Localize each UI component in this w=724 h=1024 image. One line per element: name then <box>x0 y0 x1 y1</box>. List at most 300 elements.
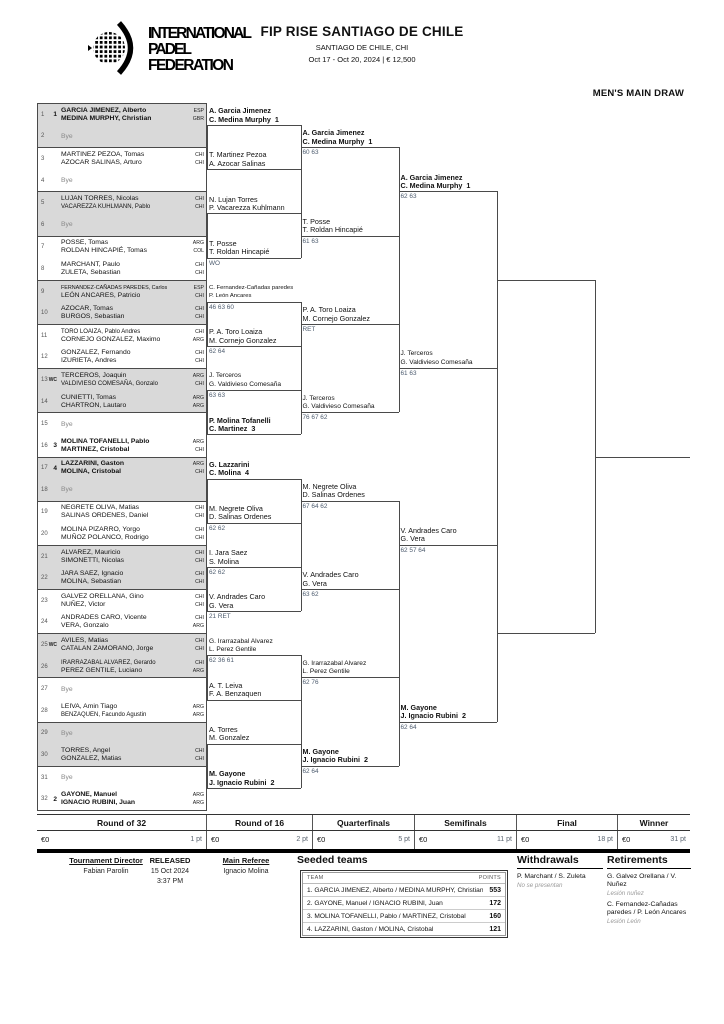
r32-team-names <box>59 774 185 781</box>
player-name: GAYONE, Manuel <box>61 791 118 799</box>
main-referee-name: Ignacio Molina <box>223 868 269 875</box>
seeded-team-name: 3. MOLINA TOFANELLI, Pablo / MARTINEZ, Cristobal <box>307 912 466 920</box>
player-country: CHI <box>195 151 204 158</box>
round-col-values <box>415 831 517 849</box>
round-of-16-match-line <box>207 788 301 789</box>
player-name: IRARRAZABAL ALVAREZ, Gerardo <box>61 659 156 666</box>
player-name: AZOCAR, Tomas <box>61 305 113 313</box>
player-country: CHI <box>195 505 204 512</box>
row-number: 24 <box>41 619 48 626</box>
semifinal-match-line <box>399 191 498 192</box>
r32-team-countries <box>185 703 206 719</box>
player-country: ARG <box>192 711 204 718</box>
player-name: TORO LOAIZA, Pablo Andres <box>61 328 141 335</box>
r32-team-countries <box>185 372 206 388</box>
player-country: CHI <box>195 469 204 476</box>
r32-team-names <box>59 177 185 184</box>
seeded-team-row <box>303 884 505 897</box>
r32-row-number-cell <box>38 133 59 139</box>
quarterfinal-match-line <box>301 147 399 148</box>
seeded-team-points: 172 <box>489 899 501 907</box>
r32-row-30 <box>38 744 206 766</box>
player-country: CHI <box>195 646 204 653</box>
quarterfinal-score: RET <box>302 325 316 333</box>
round-of-16-match-line <box>207 434 301 435</box>
final-match-line <box>497 633 595 634</box>
player-name: GONZALEZ, Matias <box>61 755 122 763</box>
row-number: 30 <box>41 752 48 759</box>
player-name: CATALAN ZAMORANO, Jorge <box>61 645 154 653</box>
player-country: CHI <box>195 350 204 357</box>
player-name: ANDRADES CARO, Vicente <box>61 614 147 622</box>
advancing-team-name: T. Posse <box>209 238 237 248</box>
r32-team-names <box>59 421 185 428</box>
quarterfinal-score: 67 64 62 <box>302 502 328 510</box>
final-connector <box>595 280 596 634</box>
retirement-team: C. Fernandez-Cañadas paredes / P. León Ancares <box>607 901 687 916</box>
player-name: JARA SAEZ, Ignacio <box>61 570 124 578</box>
bye-label: Bye <box>61 420 73 428</box>
player-country: CHI <box>195 196 204 203</box>
r32-team-countries <box>185 438 206 454</box>
round-col-header <box>618 815 690 830</box>
player-country: CHI <box>195 527 204 534</box>
r32-pair-block <box>37 501 207 546</box>
row-number: 9 <box>41 288 45 295</box>
main-referee-block <box>206 856 286 875</box>
r32-row-14 <box>38 391 206 413</box>
round-of-16-match-line <box>207 390 301 391</box>
player-name: IZURIETA, Andres <box>61 357 117 365</box>
r32-row-13 <box>38 369 206 391</box>
round-of-16-team <box>209 372 298 389</box>
r32-team-names <box>59 614 185 630</box>
round-col-header <box>415 815 517 830</box>
round-col-values <box>313 831 415 849</box>
row-number: 20 <box>41 531 48 538</box>
advancing-team-name: J. Ignacio Rubini 2 <box>302 755 369 765</box>
seeded-team-name: 2. GAYONE, Manuel / IGNACIO RUBINI, Juan <box>307 899 443 907</box>
advancing-team-name: S. Molina <box>209 556 239 566</box>
player-country: ARG <box>192 402 204 409</box>
semifinal-team <box>401 704 495 721</box>
advancing-team-name: V. Andrades Caro <box>400 526 457 536</box>
player-country: ARG <box>192 461 204 468</box>
round-prize: €0 <box>521 835 530 844</box>
r32-team-names <box>59 730 185 737</box>
advancing-team-name: M. Gayone <box>209 769 246 779</box>
sf-connector <box>399 545 400 722</box>
qf-connector <box>301 677 302 765</box>
r32-team-names <box>59 107 185 123</box>
final-connector <box>497 280 498 634</box>
advancing-team-name: V. Andrades Caro <box>209 592 266 602</box>
row-number: 3 <box>41 155 45 162</box>
r32-row-number-cell <box>38 487 59 493</box>
player-name: MOLINA TOFANELLI, Pablo <box>61 437 150 445</box>
seeded-teams-title: Seeded teams <box>297 854 368 866</box>
r32-row-number-cell <box>38 796 59 803</box>
advancing-team-name: A. Garcia Jimenez <box>400 172 463 182</box>
semifinal-score: 62 57 64 <box>400 546 426 554</box>
round-of-16-team <box>209 284 298 301</box>
round-points: 18 pt <box>597 836 613 843</box>
round-points: 2 pt <box>296 836 308 843</box>
player-name: CUNIETTI, Tomas <box>61 393 117 401</box>
logo-text-line1: INTERNATIONAL <box>148 25 252 42</box>
r32-row-29 <box>38 723 206 745</box>
player-country: ARG <box>192 792 204 799</box>
r32-team-names <box>59 570 185 586</box>
seed-number: 2 <box>270 777 275 787</box>
round-label: Winner <box>639 818 669 828</box>
round-col-header <box>207 815 313 830</box>
round-of-16-team <box>209 417 298 434</box>
r32-row-number-cell <box>38 377 59 383</box>
round-label: Quarterfinals <box>337 818 390 828</box>
advancing-team-name: T. Martinez Pezoa <box>209 150 267 160</box>
player-name: VALDIVIESO COMESAÑA, Gonzalo <box>61 380 158 387</box>
advancing-team-name: D. Salinas Ordenes <box>302 490 365 500</box>
round-of-16-match-line <box>207 744 301 745</box>
withdrawal-team: P. Marchant / S. Zuleta <box>517 873 586 880</box>
seeded-team-points: 121 <box>489 925 501 933</box>
player-country: ARG <box>192 240 204 247</box>
r32-row-number-cell <box>38 354 59 360</box>
player-country: CHI <box>195 748 204 755</box>
round-of-16-match-line <box>207 700 301 701</box>
advancing-team-name: G. Valdivieso Comesaña <box>302 402 375 410</box>
r16-connector <box>207 125 208 169</box>
r32-team-names <box>59 284 185 300</box>
row-number: 25 <box>41 642 48 649</box>
advancing-team-name: P. León Ancares <box>209 293 252 300</box>
r32-row-26 <box>38 656 206 678</box>
round-of-16-team <box>209 461 298 478</box>
qf-connector <box>301 147 302 235</box>
advancing-team-name: A. Garcia Jimenez <box>209 106 271 116</box>
r32-row-number-cell <box>38 642 59 648</box>
advancing-team-name: M. Cornejo Gonzalez <box>302 313 371 323</box>
quarterfinal-score: 62 64 <box>302 767 319 775</box>
r32-team-names <box>59 195 185 211</box>
semifinal-score: 62 63 <box>400 193 417 201</box>
r32-team-names <box>59 791 185 807</box>
advancing-team-name: J. Terceros <box>209 372 242 380</box>
player-name: MARTINEZ, Cristobal <box>61 445 130 453</box>
round-of-16-match-line <box>207 169 301 170</box>
quarterfinal-team <box>303 483 396 500</box>
player-name: FERNANDEZ-CAÑADAS PAREDES, Carlos <box>61 284 168 291</box>
seed-number: 3 <box>251 424 256 434</box>
player-name: VERA, Gonzalo <box>61 622 109 630</box>
row-number: 27 <box>41 686 48 693</box>
row-number: 19 <box>41 509 48 516</box>
advancing-team-name: C. Medina Murphy 1 <box>302 136 373 146</box>
r32-team-countries <box>185 107 206 123</box>
row-number: 28 <box>41 707 48 714</box>
row-number: 8 <box>41 265 45 272</box>
round-of-16-team <box>209 328 298 345</box>
qf-connector <box>301 501 302 589</box>
r32-team-countries <box>185 593 206 609</box>
player-country: CHI <box>195 535 204 542</box>
r32-row-number-cell <box>38 333 59 339</box>
rounds-points-bar <box>37 814 690 849</box>
round-col-values <box>37 831 207 849</box>
logo-dot-ball <box>93 32 125 64</box>
r32-row-7 <box>38 237 206 259</box>
quarterfinal-team <box>303 218 396 235</box>
r32-team-countries <box>185 349 206 365</box>
r32-team-names <box>59 394 185 410</box>
r32-team-names <box>59 460 185 476</box>
player-name: PEREZ GENTILE, Luciano <box>61 666 143 674</box>
r32-row-number-cell <box>38 244 59 250</box>
r32-row-number-cell <box>38 156 59 162</box>
tournament-location: SANTIAGO DE CHILE, CHI <box>315 43 409 52</box>
r32-team-names <box>59 686 185 693</box>
player-name: MOLINA PIZARRO, Yorgo <box>61 526 140 534</box>
sf-connector <box>399 191 400 368</box>
advancing-team-name: G. Valdivieso Comesaña <box>400 358 473 366</box>
r32-team-countries <box>185 614 206 630</box>
player-country: CHI <box>195 593 204 600</box>
round-label: Semifinals <box>444 818 487 828</box>
player-country: CHI <box>195 549 204 556</box>
round-of-16-match-line <box>207 346 301 347</box>
player-country: CHI <box>195 615 204 622</box>
round-of-16-score: 62 62 <box>209 568 225 576</box>
player-country: CHI <box>195 292 204 299</box>
r32-row-number-cell <box>38 752 59 758</box>
row-number: 1 <box>41 111 45 118</box>
r32-row-3 <box>38 148 206 170</box>
retirements-title: Retirements <box>607 854 691 869</box>
round-of-16-match-line <box>207 479 301 480</box>
r32-team-countries <box>185 526 206 542</box>
draw-label: MEN'S MAIN DRAW <box>592 88 684 99</box>
seed-number: 1 <box>274 114 279 124</box>
advancing-team-name: J. Ignacio Rubini 2 <box>400 711 467 721</box>
player-country: CHI <box>195 513 204 520</box>
quarterfinal-team <box>303 660 396 677</box>
r32-row-12 <box>38 347 206 369</box>
seed-number: 2 <box>53 795 57 803</box>
bye-label: Bye <box>61 685 73 693</box>
advancing-team-name: A. Azocar Salinas <box>209 158 266 168</box>
player-name: CHARTRON, Lautaro <box>61 401 127 409</box>
quarterfinal-score: 61 63 <box>302 237 319 245</box>
row-number: 14 <box>41 398 48 405</box>
player-country: CHI <box>195 659 204 666</box>
player-country: CHI <box>195 571 204 578</box>
quarterfinal-score: 60 63 <box>302 149 319 157</box>
seeded-team-row <box>303 910 505 923</box>
round-of-16-team <box>209 682 298 699</box>
player-country: CHI <box>195 314 204 321</box>
player-name: CORNEJO GONZALEZ, Maximo <box>61 335 161 343</box>
r32-team-names <box>59 703 185 719</box>
wildcard-tag: WC <box>48 642 58 649</box>
seed-number: 1 <box>368 136 373 146</box>
seeded-team-row <box>303 923 505 935</box>
row-number: 26 <box>41 663 48 670</box>
withdrawals-title: Withdrawals <box>517 854 603 869</box>
quarterfinal-team <box>303 571 396 588</box>
r16-connector <box>207 390 208 434</box>
r32-row-10 <box>38 302 206 324</box>
advancing-team-name: L. Perez Gentile <box>209 645 257 653</box>
r32-row-25 <box>38 634 206 656</box>
quarterfinal-team <box>303 129 396 146</box>
round-col-values <box>207 831 313 849</box>
retirement-note: Lesión León <box>607 918 641 925</box>
player-name: LEÓN ANCARES, Patricio <box>61 291 141 299</box>
quarterfinal-score: 63 62 <box>302 591 319 599</box>
round-of-16-team <box>209 549 298 566</box>
r32-team-countries <box>185 151 206 167</box>
player-name: GALVEZ ORELLANA, Gino <box>61 592 144 600</box>
r32-row-31 <box>38 767 206 789</box>
seeded-teams-header <box>303 873 505 884</box>
player-country: CHI <box>195 579 204 586</box>
released-label: RELEASED <box>149 856 191 865</box>
player-country: ESP <box>193 284 204 291</box>
header-title-block <box>222 24 502 64</box>
r32-pair-block <box>37 633 207 678</box>
advancing-team-name: T. Posse <box>302 216 331 226</box>
r32-pair-block <box>37 457 207 502</box>
advancing-team-name: P. A. Toro Loaiza <box>209 327 263 337</box>
r32-team-names <box>59 239 185 255</box>
r32-pair-block <box>37 722 207 767</box>
round-col-values <box>517 831 618 849</box>
round-of-16-match-line <box>207 213 301 214</box>
row-number: 10 <box>41 310 48 317</box>
r32-team-names <box>59 637 185 653</box>
quarterfinal-score: 62 76 <box>302 679 319 687</box>
r32-pair-block <box>37 324 207 369</box>
row-number: 32 <box>41 796 48 803</box>
advancing-team-name: P. Molina Tofanelli <box>209 415 271 425</box>
advancing-team-name: M. Negrete Oliva <box>209 503 263 513</box>
r32-row-number-cell <box>38 442 59 449</box>
round-of-16-match-line <box>207 567 301 568</box>
quarterfinal-match-line <box>301 766 399 767</box>
row-number: 4 <box>41 177 45 184</box>
r32-team-countries <box>185 659 206 675</box>
player-name: POSSE, Tomas <box>61 239 109 247</box>
advancing-team-name: G. Irarrazabal Alvarez <box>209 637 273 645</box>
player-country: CHI <box>195 446 204 453</box>
r32-team-countries <box>185 394 206 410</box>
round-points: 31 pt <box>670 836 686 843</box>
r32-team-countries <box>185 305 206 321</box>
released-block <box>138 856 202 885</box>
r32-row-22 <box>38 567 206 589</box>
round-col-header <box>517 815 618 830</box>
quarterfinal-match-line <box>301 412 399 413</box>
withdrawals-section <box>517 854 603 889</box>
round-prize: €0 <box>211 835 220 844</box>
r32-row-number-cell <box>38 266 59 272</box>
semifinal-score: 61 63 <box>400 370 417 378</box>
r32-team-names <box>59 659 185 675</box>
advancing-team-name: C. Martinez 3 <box>209 424 256 434</box>
r32-pair-block <box>37 766 207 811</box>
quarterfinal-score: 76 67 62 <box>302 414 328 422</box>
advancing-team-name: A. T. Leiva <box>209 680 243 690</box>
player-name: IGNACIO RUBINI, Juan <box>61 799 136 807</box>
footer-separator-bar <box>37 849 690 853</box>
tournament-dates-prize: Oct 17 - Oct 20, 2024 | € 12,500 <box>308 55 416 64</box>
r32-row-number-cell <box>38 730 59 736</box>
r32-row-21 <box>38 546 206 568</box>
advancing-team-name: L. Perez Gentile <box>302 668 350 676</box>
player-name: AZOCAR SALINAS, Arturo <box>61 158 142 166</box>
quarterfinal-match-line <box>301 236 399 237</box>
round-of-16-team <box>209 726 298 743</box>
advancing-team-name: T. Roldan Hincapié <box>302 225 363 235</box>
r16-connector <box>207 302 208 346</box>
bye-label: Bye <box>61 486 73 494</box>
bye-label: Bye <box>61 774 73 782</box>
quarterfinal-team <box>303 306 396 323</box>
player-name: NEGRETE OLIVA, Matias <box>61 504 140 512</box>
round-of-16-team <box>209 196 298 213</box>
final-match-line <box>497 280 595 281</box>
quarterfinal-match-line <box>301 677 399 678</box>
player-country: CHI <box>195 358 204 365</box>
r32-row-number-cell <box>38 686 59 692</box>
player-country: CHI <box>195 306 204 313</box>
player-country: ARG <box>192 372 204 379</box>
seed-number: 2 <box>462 711 467 721</box>
player-name: AVILES, Matias <box>61 637 109 645</box>
player-country: ARG <box>192 800 204 807</box>
r32-row-19 <box>38 502 206 524</box>
seed-number: 4 <box>53 464 57 472</box>
quarterfinal-match-line <box>301 589 399 590</box>
semifinal-team <box>401 350 495 367</box>
advancing-team-name: M. Gayone <box>400 702 437 712</box>
round-of-16-match-line <box>207 258 301 259</box>
player-country: CHI <box>195 269 204 276</box>
advancing-team-name: G. Vera <box>302 578 327 588</box>
r32-pair-block <box>37 191 207 236</box>
row-number: 29 <box>41 730 48 737</box>
advancing-team-name: C. Fernandez-Cañadas paredes <box>209 285 294 292</box>
advancing-team-name: J. Terceros <box>400 350 433 358</box>
player-country: CHI <box>195 380 204 387</box>
r32-team-names <box>59 486 185 493</box>
player-name: BURGOS, Sebastian <box>61 313 125 321</box>
r32-row-2 <box>38 126 206 148</box>
player-country: CHI <box>195 159 204 166</box>
player-country: CHI <box>195 601 204 608</box>
r32-row-number-cell <box>38 200 59 206</box>
winner-match-line <box>595 457 690 458</box>
row-number: 16 <box>41 442 48 449</box>
advancing-team-name: G. Valdivieso Comesaña <box>209 380 282 388</box>
seed-number: 4 <box>244 468 249 478</box>
advancing-team-name: G. Lazzarini <box>209 459 250 469</box>
player-name: SALINAS ORDENES, Daniel <box>61 512 149 520</box>
r32-row-number-cell <box>38 619 59 625</box>
r32-pair-block <box>37 368 207 413</box>
r32-row-number-cell <box>38 421 59 427</box>
